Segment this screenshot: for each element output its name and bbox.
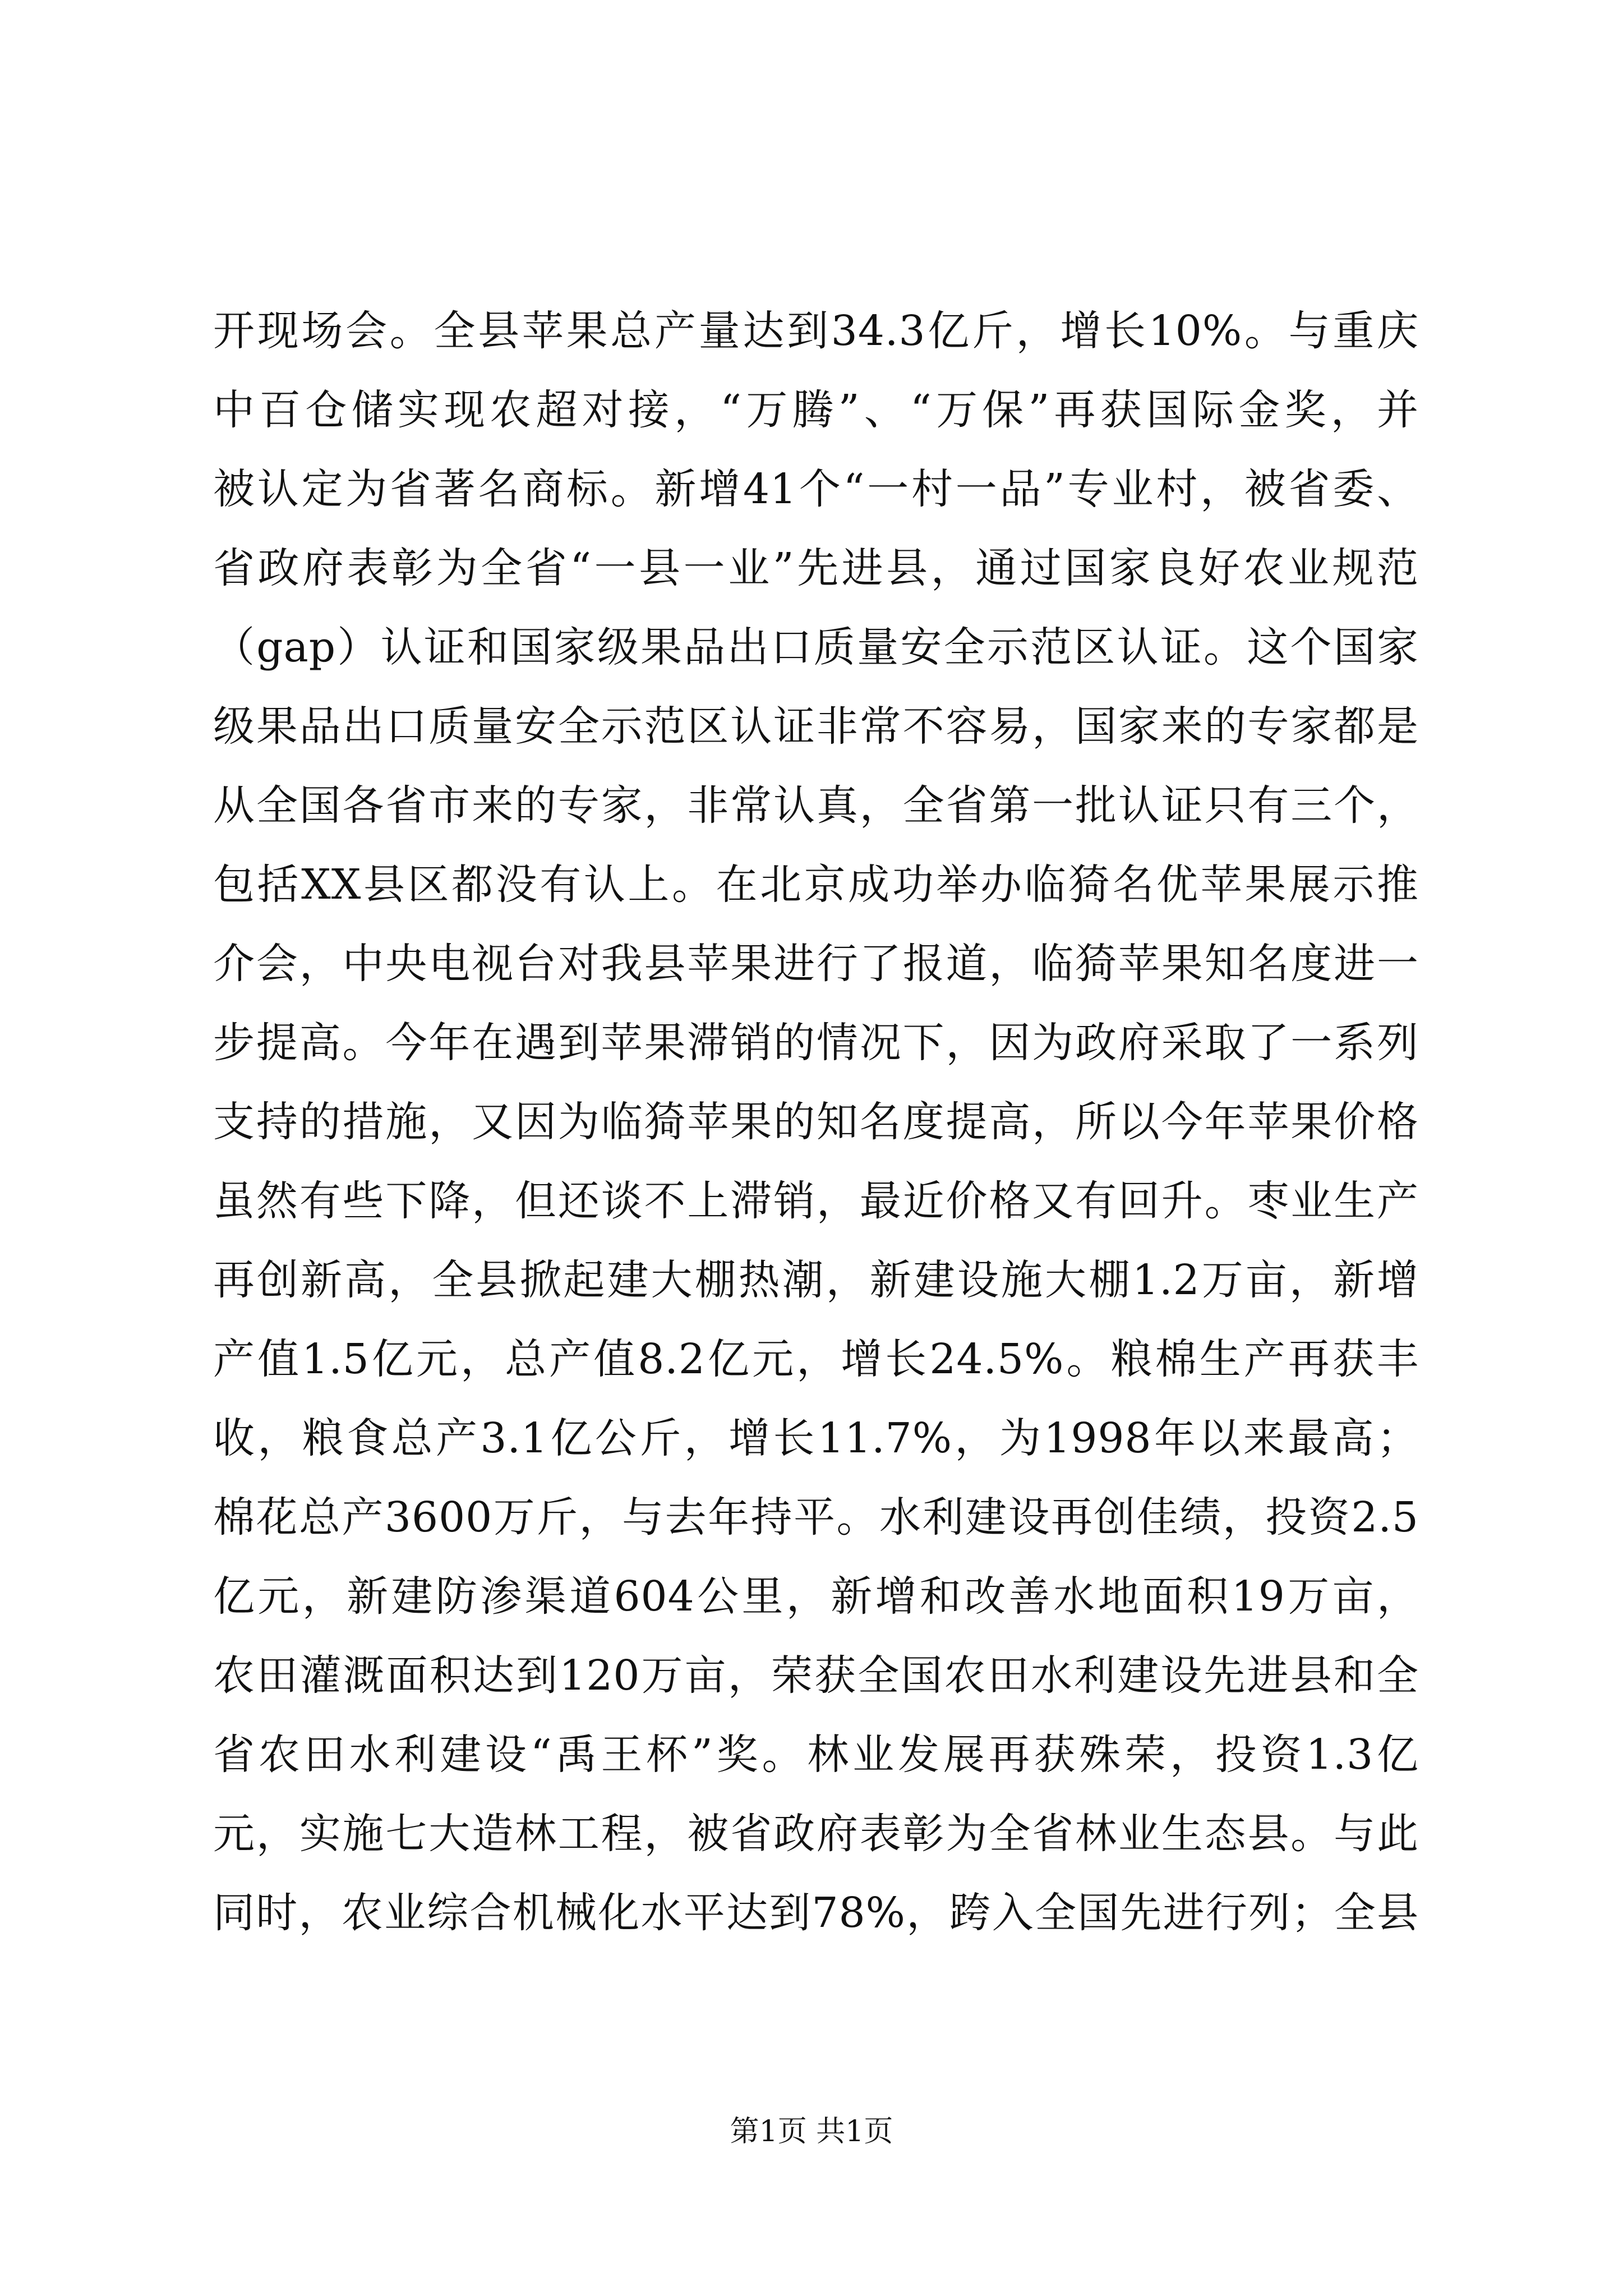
text-line-8: 包括XX县区都没有认上。在北京成功举办临猗名优苹果展示推: [213, 861, 1419, 909]
text-line-5: （gap）认证和国家级果品出口质量安全示范区认证。这个国家: [213, 623, 1419, 671]
text-line-9: 介会，中央电视台对我县苹果进行了报道，临猗苹果知名度进一: [213, 940, 1419, 988]
text-line-3: 被认定为省著名商标。新增41个“一村一品”专业村，被省委、: [213, 465, 1419, 513]
text-line-17: 亿元，新建防渗渠道604公里，新增和改善水地面积19万亩，: [213, 1572, 1419, 1621]
text-line-6: 级果品出口质量安全示范区认证非常不容易，国家来的专家都是: [213, 702, 1419, 751]
text-line-2: 中百仓储实现农超对接，“万腾”、“万保”再获国际金奖，并: [213, 386, 1419, 434]
text-line-4: 省政府表彰为全省“一县一业”先进县，通过国家良好农业规范: [213, 544, 1419, 592]
text-line-7: 从全国各省市来的专家，非常认真，全省第一批认证只有三个，: [213, 781, 1419, 830]
text-line-18: 农田灌溉面积达到120万亩，荣获全国农田水利建设先进县和全: [213, 1651, 1419, 1700]
page-indicator: 第1页 共1页: [730, 2115, 893, 2148]
text-line-13: 再创新高，全县掀起建大棚热潮，新建设施大棚1.2万亩，新增: [213, 1256, 1419, 1304]
text-line-19: 省农田水利建设“禹王杯”奖。林业发展再获殊荣，投资1.3亿: [213, 1731, 1419, 1779]
text-line-20: 元，实施七大造林工程，被省政府表彰为全省林业生态县。与此: [213, 1810, 1419, 1858]
text-line-12: 虽然有些下降，但还谈不上滞销，最近价格又有回升。枣业生产: [213, 1177, 1419, 1225]
text-line-16: 棉花总产3600万斤，与去年持平。水利建设再创佳绩，投资2.5: [213, 1493, 1419, 1542]
page-footer: [0, 2115, 1623, 2148]
text-line-14: 产值1.5亿元，总产值8.2亿元，增长24.5%。粮棉生产再获丰: [213, 1335, 1419, 1383]
text-line-15: 收，粮食总产3.1亿公斤，增长11.7%，为1998年以来最高；: [213, 1414, 1419, 1462]
text-line-1: 开现场会。全县苹果总产量达到34.3亿斤，增长10%。与重庆: [213, 307, 1419, 355]
text-line-10: 步提高。今年在遇到苹果滞销的情况下，因为政府采取了一系列: [213, 1019, 1419, 1067]
body-paragraph: [213, 292, 1419, 1953]
text-line-21: 同时，农业综合机械化水平达到78%，跨入全国先进行列；全县: [213, 1889, 1419, 1937]
text-line-11: 支持的措施，又因为临猗苹果的知名度提高，所以今年苹果价格: [213, 1098, 1419, 1146]
